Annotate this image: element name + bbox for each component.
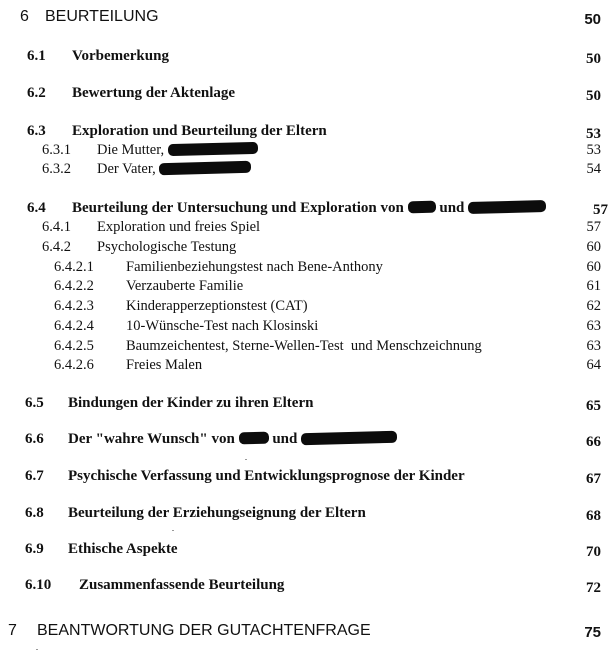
toc-title-text: Die Mutter,	[97, 142, 165, 158]
toc-title: Kinderapperzeptionstest (CAT)	[126, 298, 308, 314]
toc-number: 6.5	[25, 395, 44, 411]
toc-number: 6.2	[27, 85, 46, 101]
toc-page-number: 67	[586, 471, 601, 487]
redaction-block	[407, 201, 435, 214]
toc-number: 6.3.2	[42, 161, 71, 177]
toc-title-text: Der "wahre Wunsch" von	[68, 431, 235, 447]
toc-page-number: 68	[586, 508, 601, 524]
toc-page-number: 63	[586, 318, 601, 334]
toc-number: 6.6	[25, 431, 44, 447]
toc-number: 7	[8, 622, 17, 639]
toc-number: 6.9	[25, 541, 44, 557]
toc-title: Familienbeziehungstest nach Bene-Anthony	[126, 259, 383, 275]
toc-page-number: 72	[586, 580, 601, 596]
toc-page-number: 60	[586, 259, 601, 275]
toc-page-number: 70	[586, 544, 601, 560]
toc-title: Verzauberte Familie	[126, 278, 244, 294]
toc-title: Exploration und Beurteilung der Eltern	[72, 123, 327, 139]
toc-page-number: 53	[586, 142, 601, 158]
toc-title: Zusammenfassende Beurteilung	[79, 577, 285, 593]
toc-title: Baumzeichentest, Sterne-Wellen-Test und Menschzeichnung	[126, 338, 482, 354]
toc-title: Psychologische Testung	[97, 239, 237, 255]
toc-page-number: 57	[586, 219, 601, 235]
toc-page-number: 65	[586, 398, 601, 414]
toc-number: 6.4	[27, 200, 46, 216]
toc-page-number: 57	[593, 202, 608, 218]
toc-title: 10-Wünsche-Test nach Klosinski	[126, 318, 319, 334]
toc-title: Vorbemerkung	[72, 48, 169, 64]
toc-title: Freies Malen	[126, 357, 203, 373]
toc-number: 6.4.2.2	[54, 278, 94, 294]
toc-title: Bewertung der Aktenlage	[72, 85, 236, 101]
toc-title	[97, 142, 258, 159]
toc-title: Ethische Aspekte	[68, 541, 178, 557]
toc-number: 6.4.2.6	[54, 357, 94, 373]
toc-title	[97, 161, 251, 178]
toc-title-text: Der Vater,	[97, 161, 156, 177]
toc-number: 6.3	[27, 123, 46, 139]
toc-title-text: und	[272, 431, 298, 447]
redaction-block	[238, 432, 268, 445]
toc-number: 6.4.2.5	[54, 338, 94, 354]
toc-title: BEURTEILUNG	[45, 8, 159, 25]
redaction-block	[159, 161, 251, 175]
redaction-block	[468, 200, 546, 214]
toc-title-text: Beurteilung der Untersuchung und Exploration von	[72, 200, 404, 216]
toc-page-number: 60	[586, 239, 601, 255]
toc-page-number: 66	[586, 434, 601, 450]
toc-page-number: 61	[586, 278, 601, 294]
toc-number: 6	[20, 8, 29, 25]
toc-page-number: 75	[584, 624, 601, 641]
toc-number: 6.4.2.4	[54, 318, 94, 334]
toc-number: 6.3.1	[42, 142, 71, 158]
toc-page-number: 62	[586, 298, 601, 314]
scan-speck	[245, 459, 247, 460]
toc-title: BEANTWORTUNG DER GUTACHTENFRAGE	[37, 622, 371, 639]
toc-number: 6.4.2.3	[54, 298, 94, 314]
scan-speck	[172, 530, 174, 531]
toc-number: 6.8	[25, 505, 44, 521]
toc-title-text: und	[439, 200, 465, 216]
toc-page-number: 63	[586, 338, 601, 354]
toc-number: 6.1	[27, 48, 46, 64]
toc-number: 6.4.1	[42, 219, 71, 235]
redaction-block	[301, 431, 397, 446]
toc-title: Psychische Verfassung und Entwicklungsprognose der Kinder	[68, 468, 465, 484]
toc-number: 6.4.2	[42, 239, 71, 255]
toc-page-number: 53	[586, 126, 601, 142]
toc-title: Beurteilung der Erziehungseignung der Eltern	[68, 505, 366, 521]
toc-page-number: 54	[586, 161, 601, 177]
redaction-block	[168, 142, 258, 156]
toc-number: 6.4.2.1	[54, 259, 94, 275]
toc-title	[68, 431, 397, 448]
toc-number: 6.10	[25, 577, 52, 593]
toc-title	[72, 200, 546, 217]
toc-title: Exploration und freies Spiel	[97, 219, 261, 235]
toc-page-number: 50	[584, 11, 601, 28]
toc-page-number: 50	[586, 51, 601, 67]
toc-page-number: 64	[586, 357, 601, 373]
toc-title: Bindungen der Kinder zu ihren Eltern	[68, 395, 314, 411]
toc-number: 6.7	[25, 468, 44, 484]
scan-speck	[36, 649, 38, 650]
toc-page-number: 50	[586, 88, 601, 104]
